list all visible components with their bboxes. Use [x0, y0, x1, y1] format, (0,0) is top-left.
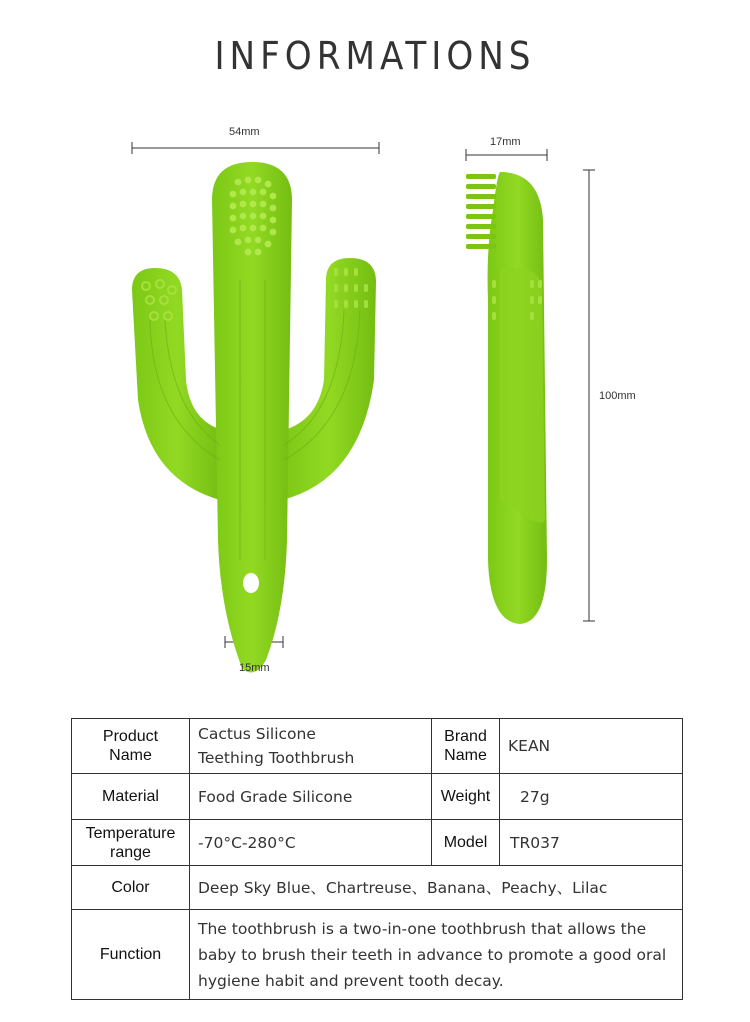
product-name-label	[72, 719, 190, 774]
function-label: Function	[72, 910, 190, 1000]
info-table	[71, 718, 683, 1000]
side-width-dimension-line	[466, 149, 547, 161]
page-title: INFORMATIONS	[214, 34, 536, 78]
weight-value: 27g	[500, 774, 683, 820]
material-label: Material	[72, 774, 190, 820]
product-name-value	[190, 719, 432, 774]
table-row	[72, 820, 683, 866]
product-name-line2: Teething Toothbrush	[198, 749, 355, 767]
table-row	[72, 719, 683, 774]
temperature-label: Temperature range	[72, 820, 190, 866]
product-name-line1: Cactus Silicone	[198, 725, 316, 743]
weight-label: Weight	[432, 774, 500, 820]
temperature-value: -70°C-280°C	[190, 820, 432, 866]
table-row	[72, 774, 683, 820]
table-row	[72, 866, 683, 910]
table-row	[72, 910, 683, 1000]
brand-name-label	[432, 719, 500, 774]
width-front-label: 54mm	[229, 126, 260, 138]
function-value: The toothbrush is a two-in-one toothbrush that allows the baby to brush their teeth in advance to promote a good oral hygiene habit and prevent tooth decay.	[190, 910, 683, 1000]
product-name-label-text: Product Name	[102, 728, 159, 764]
model-label: Model	[432, 820, 500, 866]
width-side-label: 17mm	[490, 136, 521, 148]
brand-name-value: KEAN	[500, 719, 683, 774]
brand-name-label-text: Brand Name	[444, 728, 487, 764]
material-value: Food Grade Silicone	[190, 774, 432, 820]
handle-width-label: 15mm	[239, 662, 270, 674]
model-value: TR037	[500, 820, 683, 866]
width-dimension-line	[132, 142, 379, 154]
cactus-side-view	[466, 172, 547, 624]
height-dimension-line	[583, 170, 595, 621]
height-label: 100mm	[599, 390, 636, 402]
color-label: Color	[72, 866, 190, 910]
cactus-front-view	[132, 162, 376, 673]
color-value: Deep Sky Blue、Chartreuse、Banana、Peachy、Lilac	[190, 866, 683, 910]
